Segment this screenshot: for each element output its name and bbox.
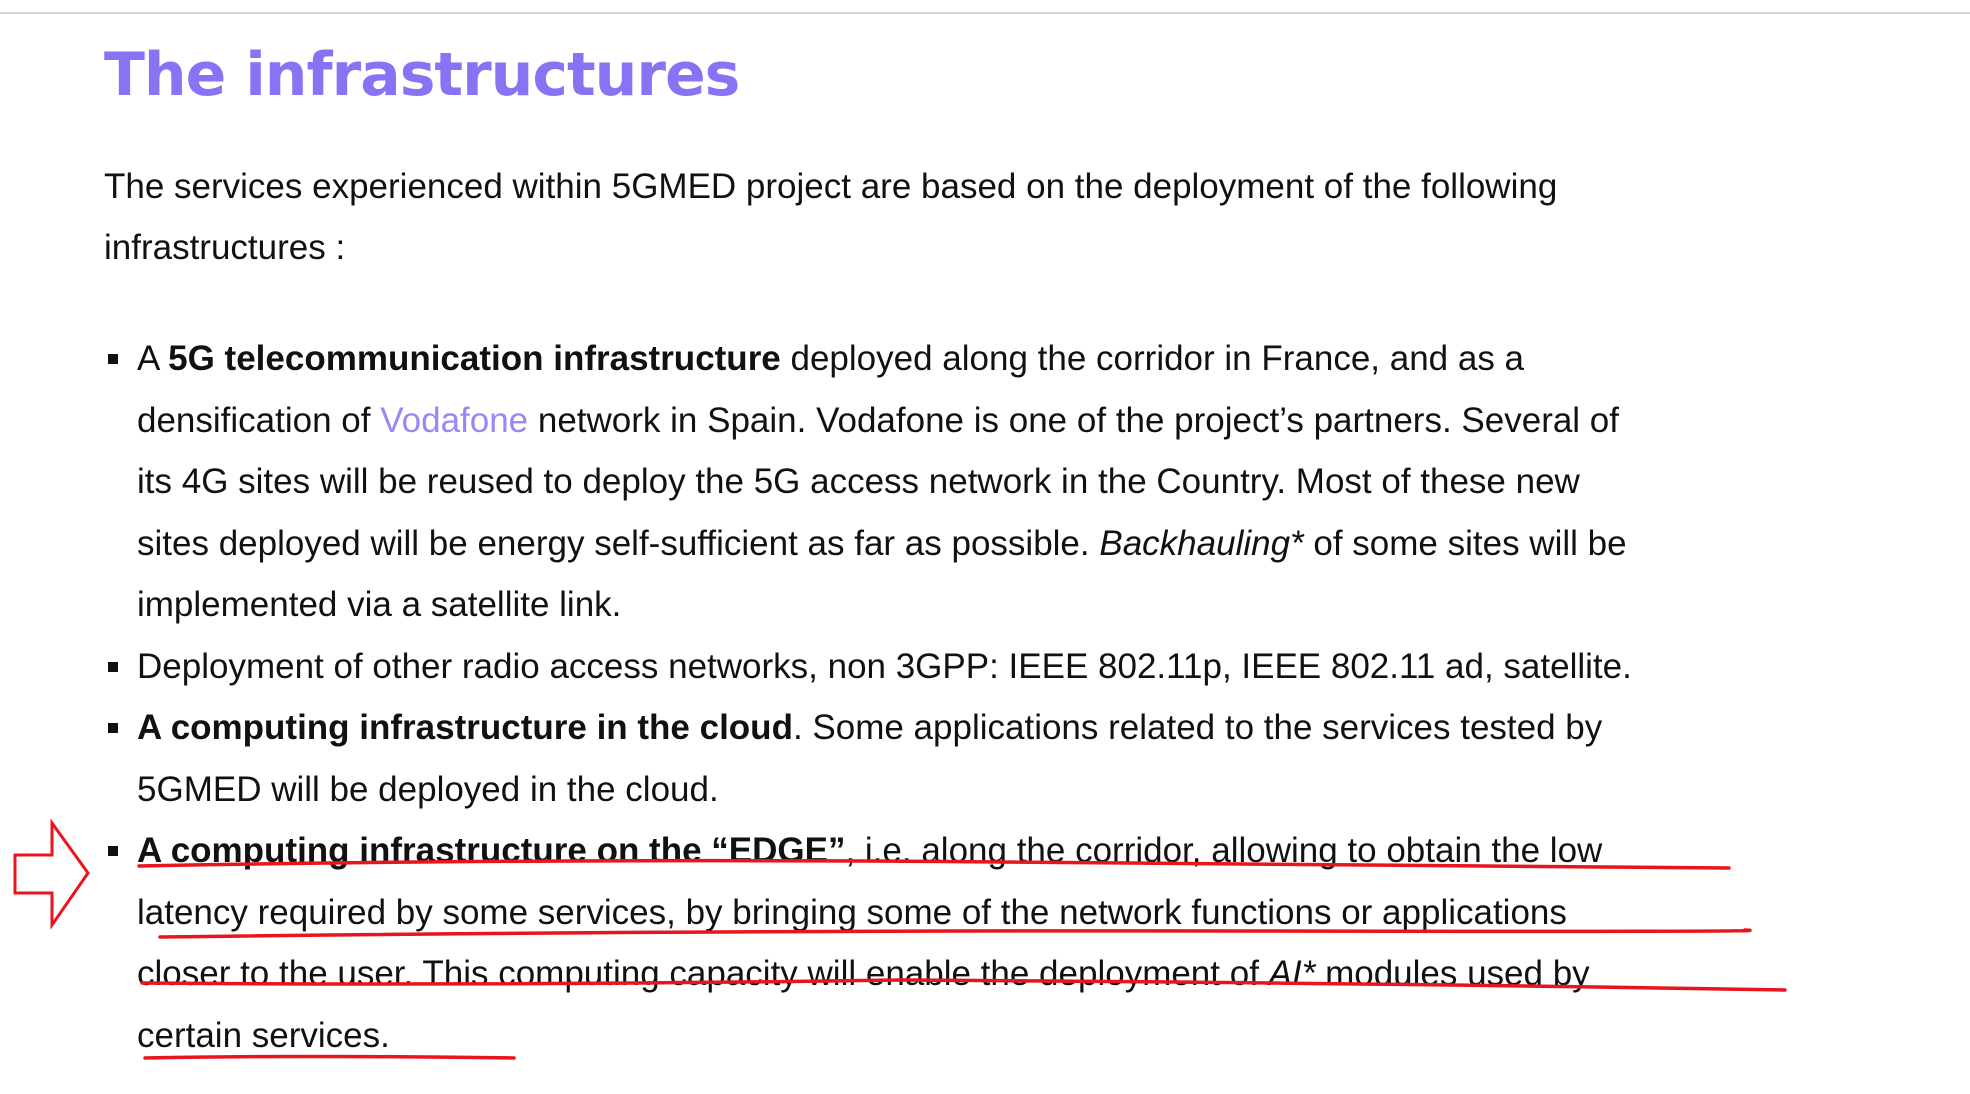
red-arrow-icon: [15, 823, 88, 925]
list-item-5g-telecom: [104, 328, 1804, 636]
list-item-line: [137, 943, 1804, 1005]
list-item-line: [137, 697, 1804, 759]
bold-term: A computing infrastructure on the “EDGE”: [137, 831, 846, 870]
list-item-line: 5GMED will be deployed in the cloud.: [137, 769, 719, 809]
italic-term: AI*: [1268, 954, 1316, 993]
text-run: A: [137, 339, 169, 378]
bullet-square-icon: [108, 723, 118, 733]
list-item-edge: [104, 820, 1804, 1066]
list-item-radio-access: [104, 636, 1804, 698]
bold-term: 5G telecommunication infrastructure: [168, 339, 781, 378]
vodafone-link[interactable]: Vodafone: [380, 400, 529, 440]
text-run: deployed along the corridor in France, and as a: [780, 339, 1525, 378]
page-title: The infrastructures: [104, 40, 740, 110]
bullet-square-icon: [108, 662, 118, 672]
bullet-square-icon: [108, 846, 118, 856]
browser-top-edge: [0, 0, 1970, 14]
list-item-cloud: [104, 697, 1804, 820]
text-run: modules used by: [1315, 954, 1590, 993]
text-run: , i.e. along the corridor, allowing to obtain the low: [845, 831, 1603, 870]
list-item-line: Deployment of other radio access networks, non 3GPP: IEEE 802.11p, IEEE 802.11 ad, satellite.: [137, 646, 1632, 686]
list-item-line: latency required by some services, by bringing some of the network functions or applications: [137, 892, 1567, 932]
intro-paragraph: [104, 156, 1784, 278]
bold-term: A computing infrastructure in the cloud: [137, 708, 793, 747]
bullet-square-icon: [108, 354, 118, 364]
list-item-line: [137, 328, 1804, 390]
infrastructure-list: [104, 328, 1804, 1066]
text-run: closer to the user. This computing capacity will enable the deployment of: [137, 954, 1269, 993]
list-item-line: certain services.: [137, 1015, 390, 1055]
text-run: network in Spain. Vodafone is one of the project’s partners. Several of: [528, 400, 1620, 440]
text-run: sites deployed will be energy self-sufficient as far as possible.: [137, 523, 1100, 563]
list-item-line: [137, 390, 1804, 452]
list-item-line: its 4G sites will be reused to deploy the 5G access network in the Country. Most of these new: [137, 462, 1580, 501]
italic-term: Backhauling*: [1099, 523, 1304, 563]
text-run: of some sites will be: [1303, 523, 1627, 563]
text-run: densification of: [137, 400, 381, 440]
intro-line-2: infrastructures :: [104, 228, 346, 267]
list-item-line: [137, 820, 1804, 882]
intro-line-1: The services experienced within 5GMED project are based on the deployment of the following: [104, 167, 1558, 206]
list-item-line: [137, 513, 1804, 575]
text-run: . Some applications related to the services tested by: [792, 708, 1603, 747]
list-item-line: implemented via a satellite link.: [137, 585, 622, 624]
